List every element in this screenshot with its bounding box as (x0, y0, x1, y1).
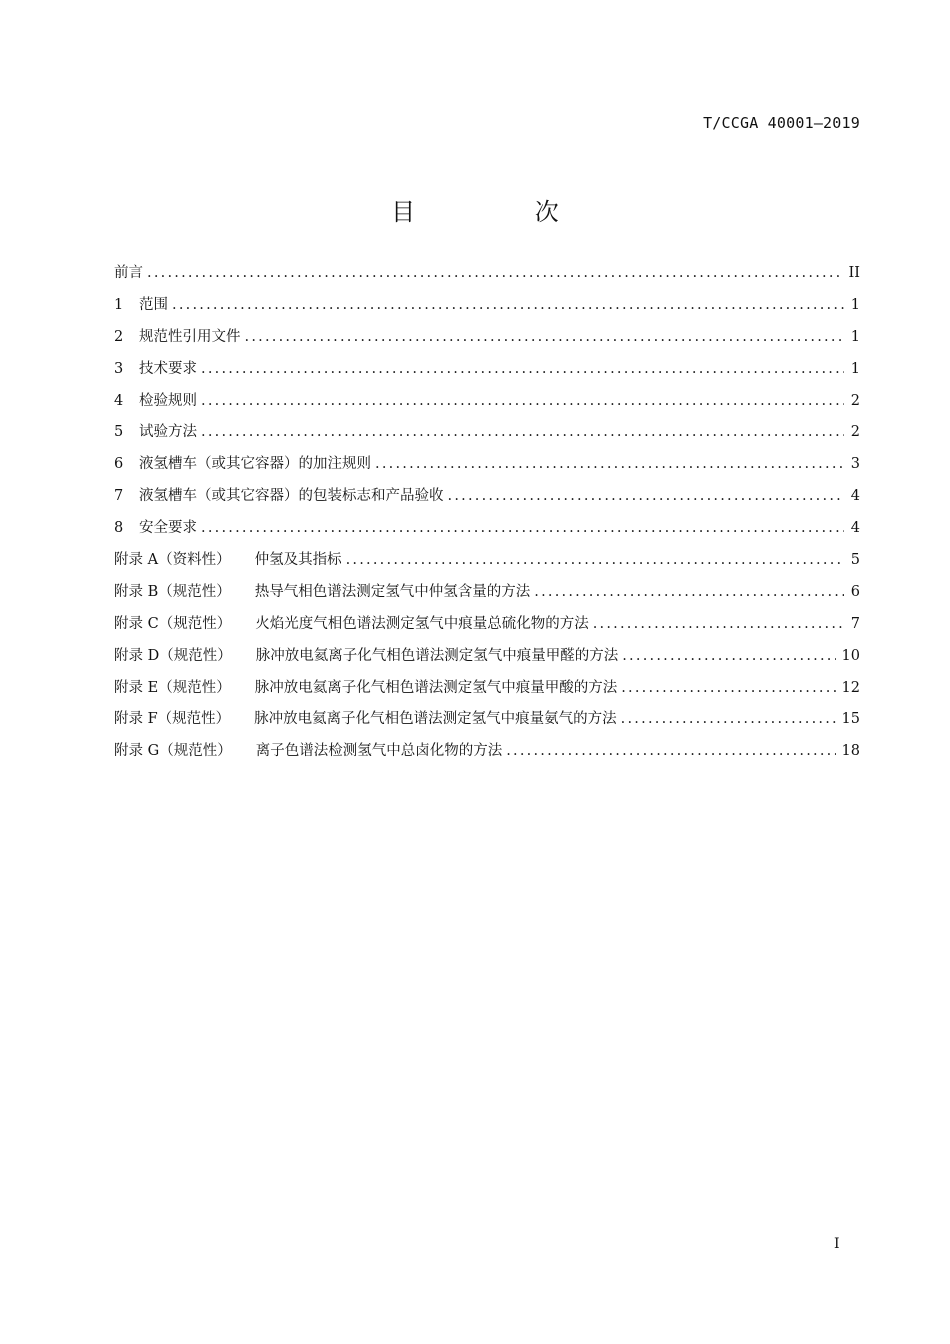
toc-entry-appendix-prefix: 附录 B（规范性） (114, 583, 231, 600)
toc-leader-dots (245, 322, 845, 354)
toc-leader-dots (201, 354, 844, 386)
toc-entry-label: 范围 (139, 296, 168, 313)
toc-leader-dots (621, 673, 835, 705)
toc-leader-dots (201, 513, 844, 545)
toc-entry-page: 10 (841, 647, 860, 664)
toc-entry-number: 3 (114, 360, 124, 377)
toc-leader-dots (172, 290, 844, 322)
toc-entry[interactable] (114, 673, 860, 705)
toc-entry-label: 脉冲放电氦离子化气相色谱法测定氢气中痕量氨气的方法 (254, 711, 617, 728)
toc-entry-page: 18 (841, 743, 860, 760)
toc-entry-label: 检验规则 (139, 392, 197, 409)
toc-entry[interactable] (114, 386, 860, 418)
toc-entry-page: 7 (850, 615, 860, 632)
toc-entry[interactable] (114, 513, 860, 545)
toc-entry-number: 1 (114, 296, 124, 313)
toc-entry-number: 5 (114, 424, 124, 441)
toc-entry-label: 液氢槽车（或其它容器）的加注规则 (139, 456, 371, 473)
toc-entry-page: 3 (850, 456, 860, 473)
toc-entry-page: 1 (850, 360, 860, 377)
toc-leader-dots (201, 386, 844, 418)
toc-leader-dots (346, 545, 844, 577)
toc-entry-appendix-prefix: 附录 F（规范性） (114, 711, 231, 728)
toc-leader-dots (448, 481, 845, 513)
toc-entry-label: 脉冲放电氦离子化气相色谱法测定氢气中痕量甲醛的方法 (255, 647, 619, 664)
toc-entry-page: 5 (850, 552, 860, 569)
toc-entry-label: 规范性引用文件 (139, 328, 241, 345)
toc-entry-number: 7 (114, 488, 124, 505)
toc-entry[interactable] (114, 641, 860, 673)
toc-entry-label: 脉冲放电氦离子化气相色谱法测定氢气中痕量甲酸的方法 (254, 679, 618, 696)
toc-entry[interactable] (114, 258, 860, 290)
toc-entry-appendix-prefix: 附录 G（规范性） (114, 743, 232, 760)
toc-entry-label: 离子色谱法检测氢气中总卤化物的方法 (255, 743, 503, 760)
toc-entry[interactable] (114, 449, 860, 481)
toc-leader-dots (375, 449, 844, 481)
toc-entry[interactable] (114, 577, 860, 609)
toc-leader-dots (506, 736, 835, 768)
toc-entry-label: 技术要求 (139, 360, 197, 377)
toc-entry-label: 前言 (114, 265, 143, 281)
toc-entry-page: 6 (850, 583, 860, 600)
toc-entry[interactable] (114, 609, 860, 641)
toc-entry[interactable] (114, 417, 860, 449)
toc-entry-label: 热导气相色谱法测定氢气中仲氢含量的方法 (254, 583, 531, 600)
toc-entry[interactable] (114, 704, 860, 736)
toc-entry-number: 6 (114, 456, 124, 473)
toc-leader-dots (147, 258, 843, 290)
toc-leader-dots (621, 704, 836, 736)
toc-entry[interactable] (114, 736, 860, 768)
toc-entry-label: 液氢槽车（或其它容器）的包装标志和产品验收 (139, 488, 444, 505)
toc-entry-page: 1 (850, 296, 860, 313)
toc-entry-page: 12 (841, 679, 860, 696)
toc-entry-appendix-prefix: 附录 C（规范性） (114, 615, 232, 632)
toc-entry-page: 4 (850, 520, 860, 537)
toc-entry-page: 1 (850, 328, 860, 345)
toc-entry[interactable] (114, 322, 860, 354)
toc-entry-number: 2 (114, 328, 124, 345)
toc-entry-page: 15 (841, 711, 860, 728)
toc-entry-number: 4 (114, 392, 124, 409)
toc-entry[interactable] (114, 290, 860, 322)
table-of-contents (114, 258, 860, 768)
toc-entry-appendix-prefix: 附录 D（规范性） (114, 647, 232, 664)
toc-entry-page: 2 (850, 392, 860, 409)
toc-entry-page: II (848, 265, 860, 281)
page-number: I (834, 1236, 840, 1252)
toc-entry-appendix-prefix: 附录 E（规范性） (114, 679, 231, 696)
toc-leader-dots (201, 417, 844, 449)
toc-entry-appendix-prefix: 附录 A（资料性） (114, 552, 231, 569)
toc-entry-number: 8 (114, 520, 124, 537)
toc-entry-page: 4 (850, 488, 860, 505)
toc-leader-dots (622, 641, 835, 673)
toc-entry[interactable] (114, 354, 860, 386)
page-title: 目 次 (391, 198, 615, 226)
toc-entry[interactable] (114, 545, 860, 577)
toc-entry-label: 火焰光度气相色谱法测定氢气中痕量总硫化物的方法 (255, 615, 589, 632)
toc-entry-label: 试验方法 (139, 424, 197, 441)
document-code: T/CCGA 40001—2019 (703, 114, 860, 132)
toc-entry-label: 仲氢及其指标 (254, 552, 342, 569)
toc-entry-label: 安全要求 (139, 520, 197, 537)
toc-entry[interactable] (114, 481, 860, 513)
toc-entry-page: 2 (850, 424, 860, 441)
toc-leader-dots (534, 577, 844, 609)
toc-leader-dots (593, 609, 844, 641)
